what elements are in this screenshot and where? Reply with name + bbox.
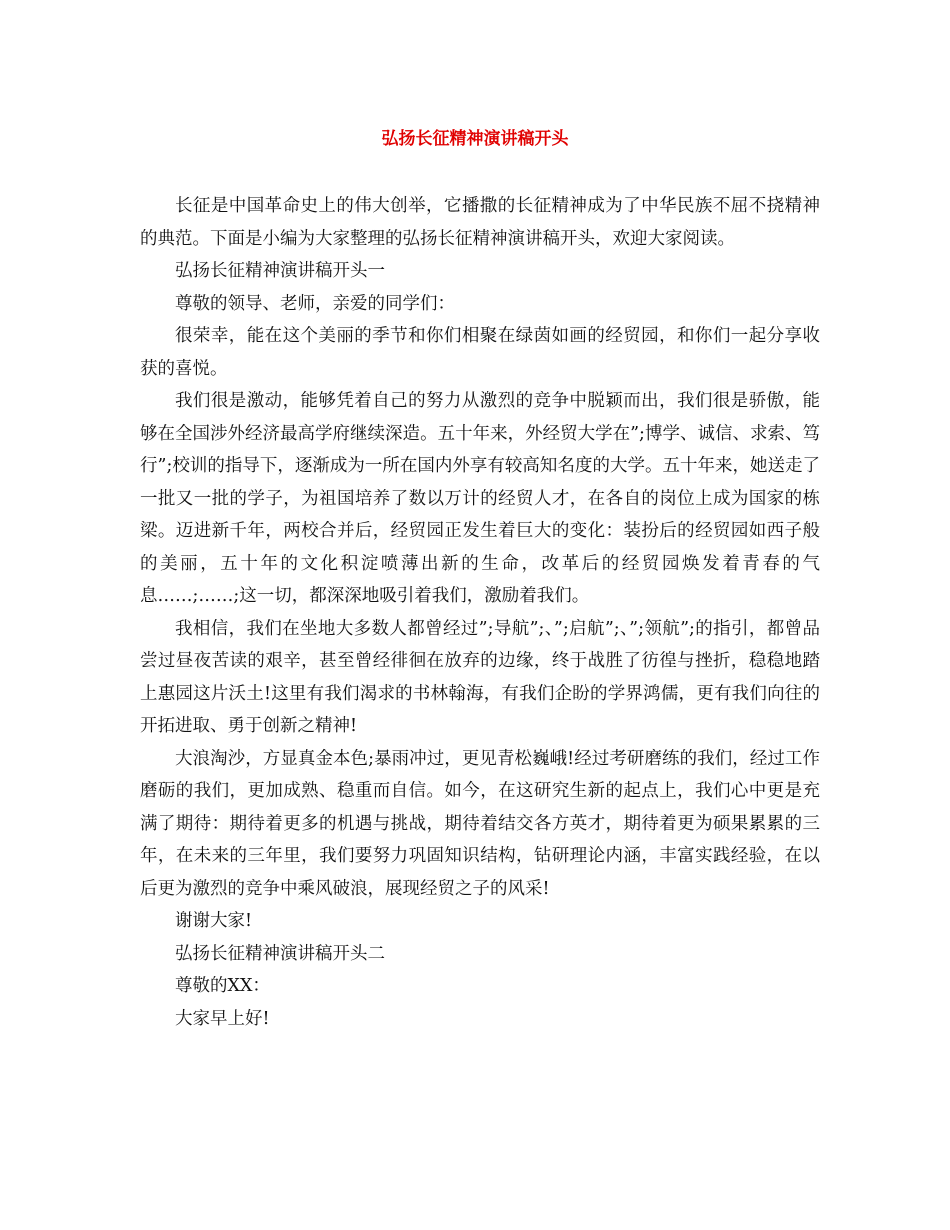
salutation-1: 尊敬的领导、老师，亲爱的同学们： — [175, 293, 455, 314]
paragraph: 大浪淘沙，方显真金本色;暴雨冲过，更见青松巍峨!经过考研磨练的我们，经过工作磨砺的我们，更加成熟、稳重而自信。如今，在这研究生新的起点上，我们心中更是充满了期待：期待着更多的机遇与挑战，期待着结交各方英才，期待着更为硕果累累的三年，在未来的三年里，我们要努力巩固知识结构，钻研理论内涵，丰富实践经验，在以后更为激烈的竞争中乘风破浪，展现经贸之子的风采! — [140, 748, 820, 899]
greeting: 大家早上好! — [175, 1008, 270, 1029]
paragraph-intro: 长征是中国革命史上的伟大创举，它播撒的长征精神成为了中华民族不屈不挠精神的典范。下面是小编为大家整理的弘扬长征精神演讲稿开头，欢迎大家阅读。 — [140, 196, 820, 249]
paragraph: 我相信，我们在坐地大多数人都曾经过”;导航”;、”;启航”;、”;领航”;的指引，都曾品尝过昼夜苦读的艰辛，甚至曾经徘徊在放弃的边缘，终于战胜了彷徨与挫折，稳稳地踏上惠园这片沃土!这里有我们渴求的书林翰海，有我们企盼的学界鸿儒，更有我们向往的开拓进取、勇于创新之精神! — [140, 618, 820, 736]
section-heading-2: 弘扬长征精神演讲稿开头二 — [175, 943, 385, 964]
paragraph: 我们很是激动，能够凭着自己的努力从激烈的竞争中脱颖而出，我们很是骄傲，能够在全国涉外经济最高学府继续深造。五十年来，外经贸大学在”;博学、诚信、求索、笃行”;校训的指导下，逐渐成为一所在国内外享有较高知名度的大学。五十年来，她送走了一批又一批的学子，为祖国培养了数以万计的经贸人才，在各自的岗位上成为国家的栋梁。迈进新千年，两校合并后，经贸园正发生着巨大的变化：装扮后的经贸园如西子般的美丽，五十年的文化积淀喷薄出新的生命，改革后的经贸园焕发着青春的气息……;……;这一切，都深深地吸引着我们，激励着我们。 — [140, 391, 820, 606]
salutation-2: 尊敬的XX： — [175, 976, 270, 996]
section-heading-1: 弘扬长征精神演讲稿开头一 — [175, 261, 385, 281]
closing-thanks: 谢谢大家! — [175, 911, 253, 931]
document-title: 弘扬长征精神演讲稿开头 — [381, 129, 569, 149]
paragraph: 很荣幸，能在这个美丽的季节和你们相聚在绿茵如画的经贸园，和你们一起分享收获的喜悦。 — [140, 326, 820, 379]
document-body — [140, 190, 820, 1035]
